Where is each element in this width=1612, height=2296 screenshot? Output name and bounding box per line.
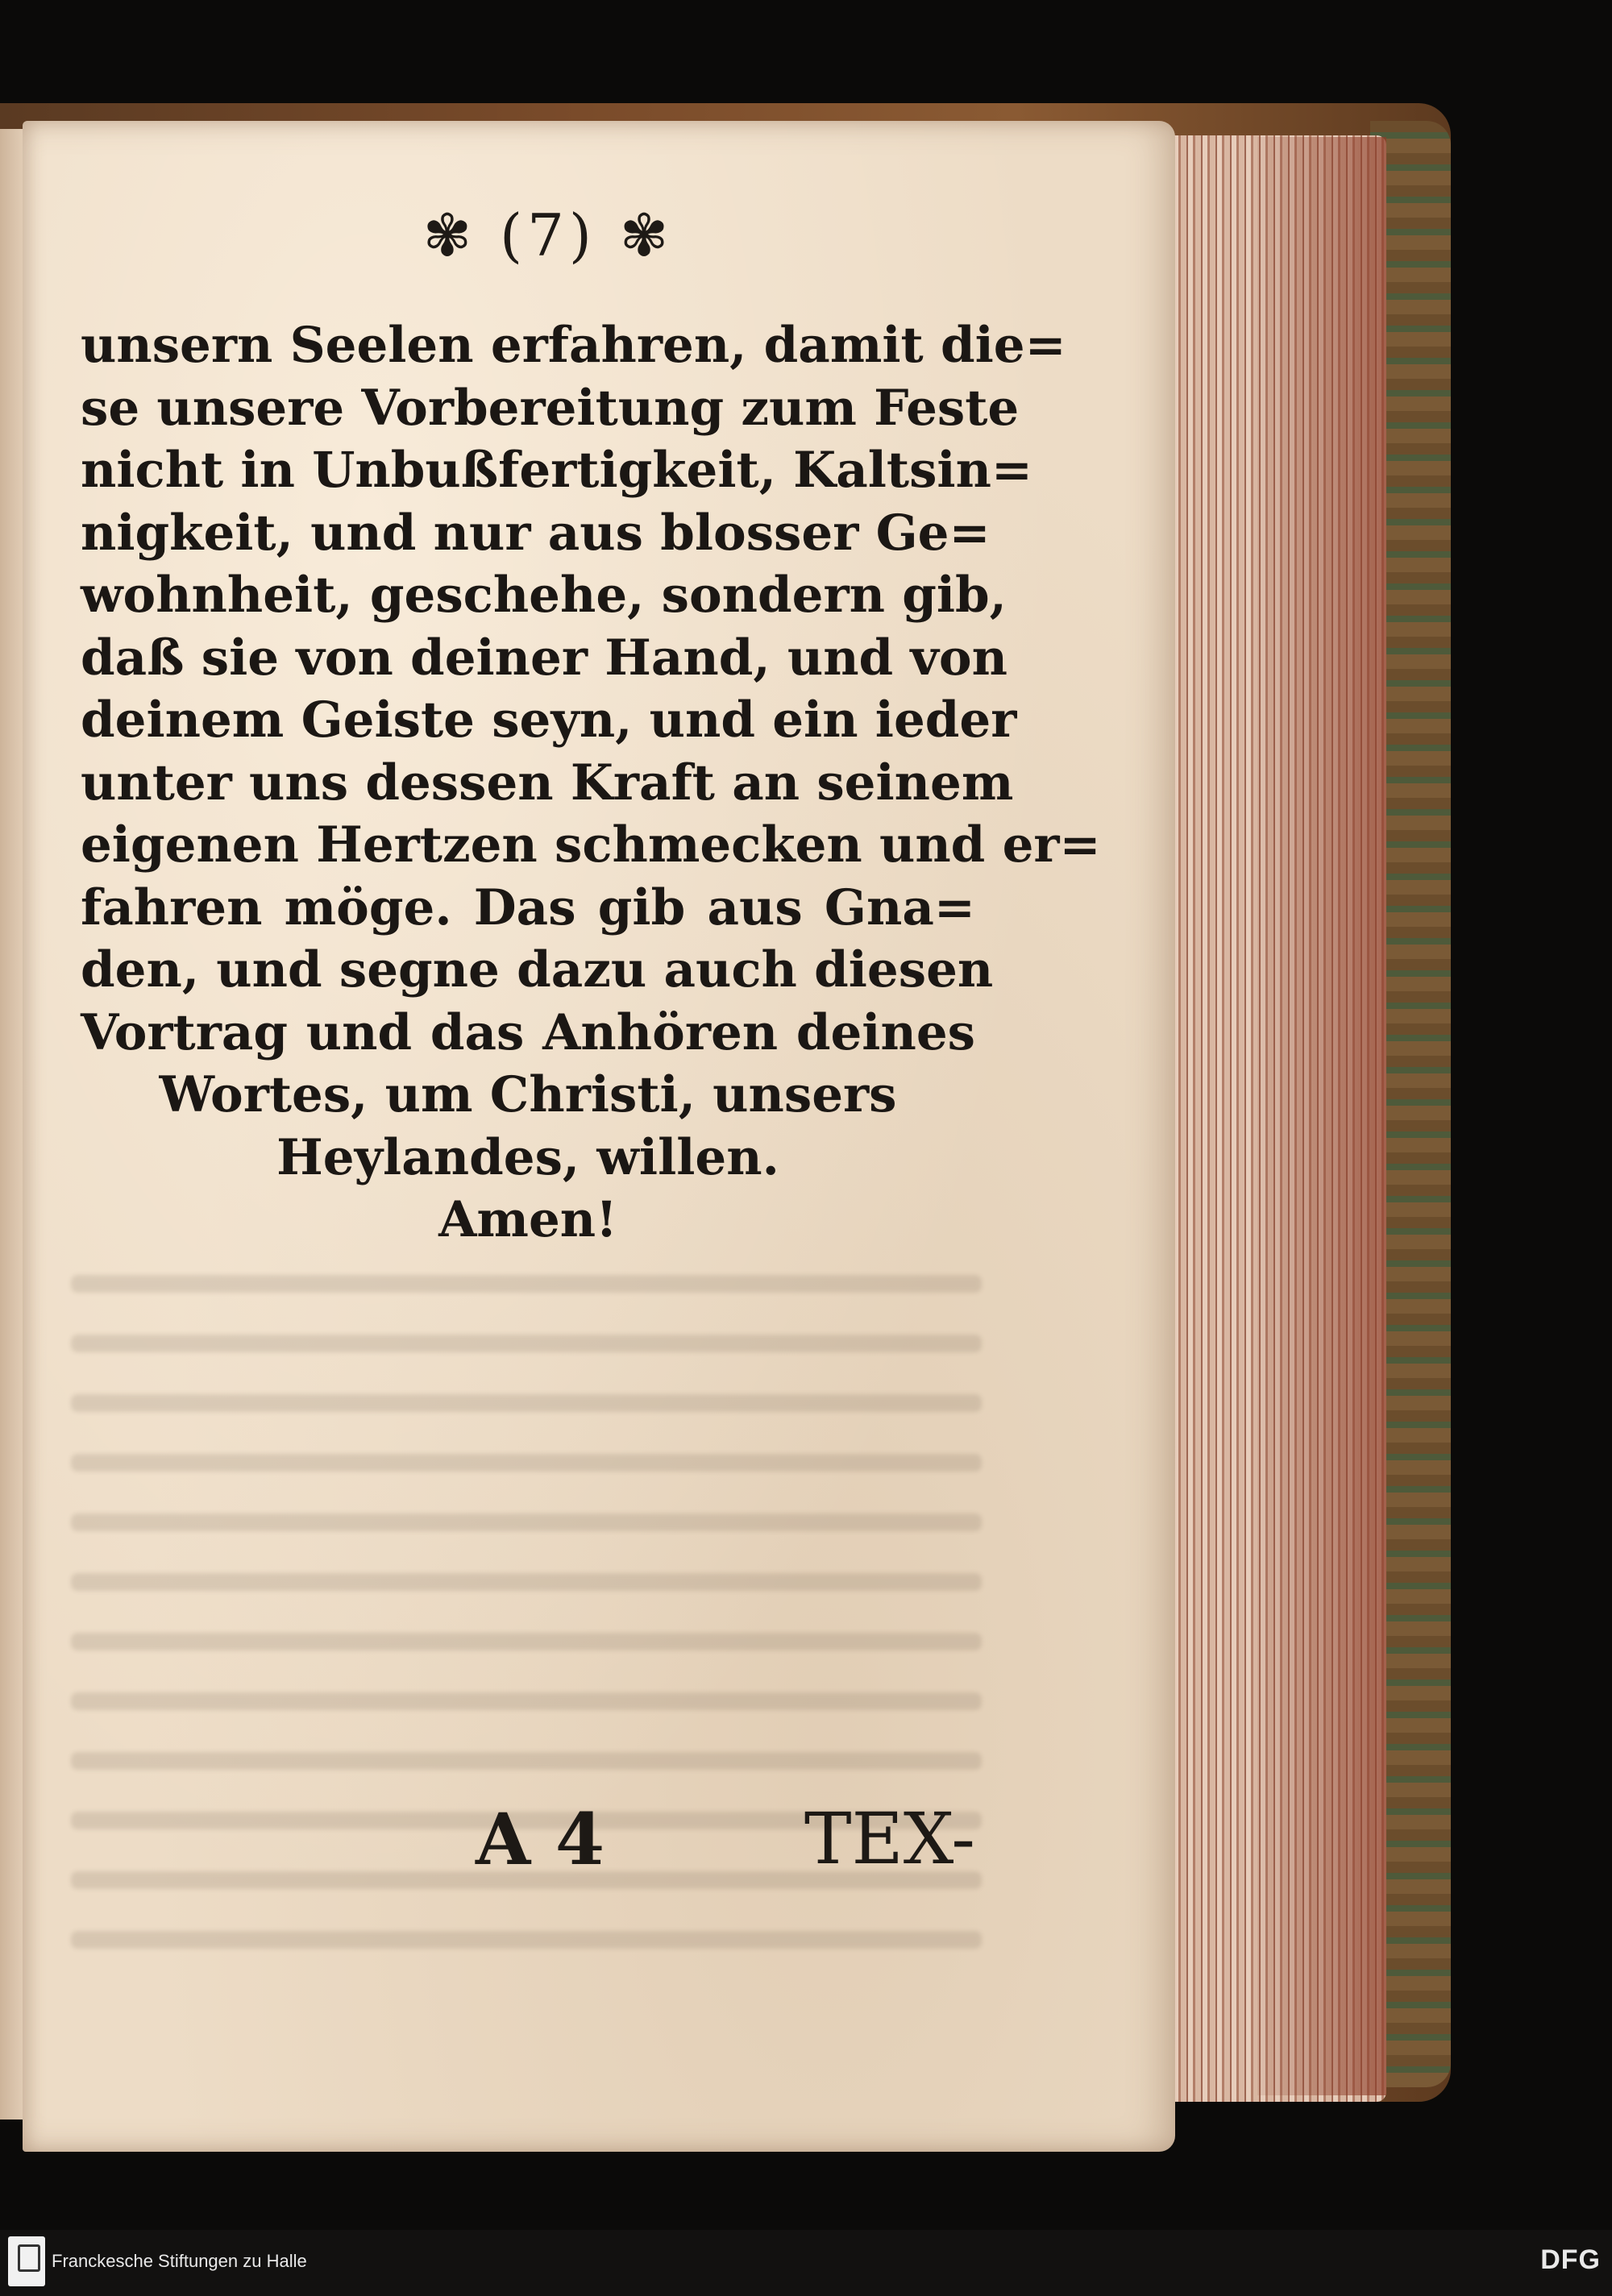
text-line: unter uns dessen Kraft an seinem xyxy=(81,754,1014,812)
text-line: daß sie von deiner Hand, und von xyxy=(81,629,1008,687)
page-number: (7) xyxy=(500,201,596,269)
text-line: den, und segne dazu auch diesen xyxy=(81,941,994,999)
text-line-centered: Amen! xyxy=(438,1191,617,1248)
text-line-centered: Heylandes, willen. xyxy=(276,1128,779,1186)
page-footer xyxy=(476,1797,975,1886)
text-line-centered: Wortes, um Christi, unsers xyxy=(159,1066,897,1123)
text-line: fahren möge. Das gib aus Gna= xyxy=(81,878,975,936)
text-line: deinem Geiste seyn, und ein ieder xyxy=(81,691,1017,749)
text-line: nicht in Unbußfertigkeit, Kaltsin= xyxy=(81,442,1033,499)
text-line: eigenen Hertzen schmecken und er= xyxy=(81,816,1101,874)
signature-mark: A 4 xyxy=(476,1797,605,1881)
text-line: wohnheit, geschehe, sondern gib, xyxy=(81,567,1007,624)
viewer-footer-bar xyxy=(0,2230,1612,2296)
institution-logo-icon xyxy=(8,2236,45,2286)
text-line: unsern Seelen erfahren, damit die= xyxy=(81,317,1066,374)
text-line: se unsere Vorbereitung zum Feste xyxy=(81,379,1020,437)
catchword: TEX- xyxy=(804,1797,975,1880)
dfg-logo: DFG xyxy=(1540,2244,1601,2275)
page-header xyxy=(403,201,693,269)
institution-name: Franckesche Stiftungen zu Halle xyxy=(52,2251,307,2271)
text-line: nigkeit, und nur aus blosser Ge= xyxy=(81,504,991,562)
page-body-text xyxy=(81,314,1101,1252)
text-line: Vortrag und das Anhören deines xyxy=(81,1003,975,1061)
ornament-left-icon: ✾ xyxy=(422,201,477,269)
page-edge-shadow xyxy=(1257,137,1386,2095)
ornament-right-icon: ✾ xyxy=(619,201,674,269)
